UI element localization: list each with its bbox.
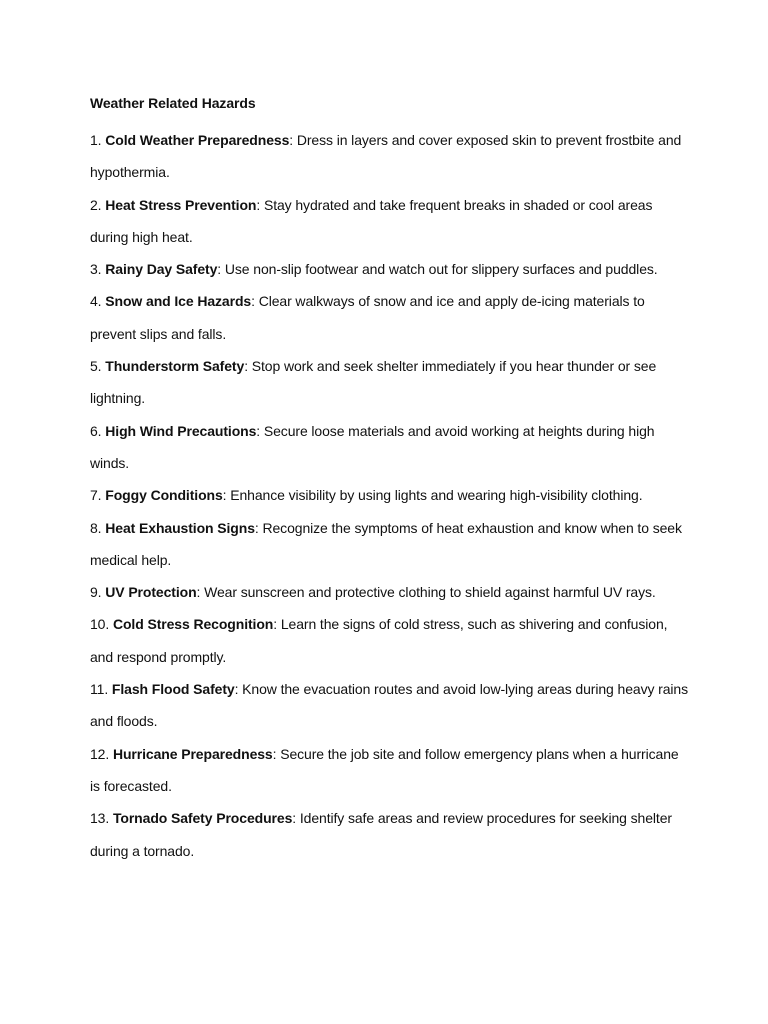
list-item — [90, 673, 690, 738]
item-number: 4. — [90, 293, 102, 310]
item-text: : Know the evacuation routes and avoid low-lying areas during heavy rains and floods. — [90, 681, 689, 730]
item-number: 9. — [90, 584, 102, 601]
item-number: 12. — [90, 745, 110, 762]
item-term: Thunderstorm Safety — [105, 358, 245, 375]
item-number: 1. — [90, 132, 102, 148]
item-term: Hurricane Preparedness — [112, 745, 273, 762]
list-item — [90, 479, 690, 511]
item-text: : Secure loose materials and avoid working at heights during high winds. — [90, 422, 655, 471]
item-term: Cold Weather Preparedness — [105, 132, 290, 148]
list-item — [90, 576, 690, 608]
document-title: Weather Related Hazards — [90, 95, 256, 111]
list-item — [90, 253, 690, 285]
item-number: 13. — [90, 810, 110, 827]
item-number: 2. — [90, 196, 102, 213]
item-number: 10. — [90, 616, 110, 633]
item-term: Heat Exhaustion Signs — [105, 519, 255, 536]
item-term: Tornado Safety Procedures — [112, 810, 293, 827]
item-number: 11. — [90, 681, 109, 698]
item-number: 7. — [90, 487, 102, 504]
item-term: Snow and Ice Hazards — [105, 293, 252, 310]
item-number: 3. — [90, 261, 102, 278]
list-item — [90, 285, 690, 350]
item-text: : Use non-slip footwear and watch out for slippery surfaces and puddles. — [217, 261, 658, 278]
list-item — [90, 738, 690, 803]
item-text: : Enhance visibility by using lights and wearing high-visibility clothing. — [222, 487, 643, 504]
item-text: : Identify safe areas and review procedures for seeking shelter during a tornado. — [90, 810, 672, 859]
item-term: Cold Stress Recognition — [112, 616, 274, 633]
item-text: : Secure the job site and follow emergency plans when a hurricane is forecasted. — [90, 745, 679, 794]
list-item — [90, 802, 690, 867]
item-term: Foggy Conditions — [105, 487, 223, 504]
list-item — [90, 350, 690, 415]
item-text: : Clear walkways of snow and ice and apply de-icing materials to prevent slips and falls. — [90, 293, 645, 342]
item-text: : Dress in layers and cover exposed skin to prevent frostbite and hypothermia. — [90, 132, 682, 181]
list-item — [90, 512, 690, 577]
item-term: Heat Stress Prevention — [105, 196, 257, 213]
item-text: : Recognize the symptoms of heat exhaustion and know when to seek medical help. — [90, 519, 682, 568]
item-term: High Wind Precautions — [105, 422, 257, 439]
item-number: 8. — [90, 519, 102, 536]
document-page — [90, 92, 690, 867]
item-term: Flash Flood Safety — [111, 681, 235, 698]
item-text: : Wear sunscreen and protective clothing to shield against harmful UV rays. — [196, 584, 656, 601]
item-term: Rainy Day Safety — [105, 261, 218, 278]
item-text: : Stop work and seek shelter immediately if you hear thunder or see lightning. — [90, 358, 657, 407]
list-item — [90, 415, 690, 480]
item-text: : Stay hydrated and take frequent breaks in shaded or cool areas during high heat. — [90, 196, 653, 245]
list-item — [90, 124, 690, 189]
item-term: UV Protection — [105, 584, 197, 601]
item-number: 5. — [90, 358, 102, 375]
list-item — [90, 189, 690, 254]
item-text: : Learn the signs of cold stress, such as shivering and confusion, and respond promptly. — [90, 616, 668, 665]
item-number: 6. — [90, 422, 102, 439]
list-item — [90, 608, 690, 673]
